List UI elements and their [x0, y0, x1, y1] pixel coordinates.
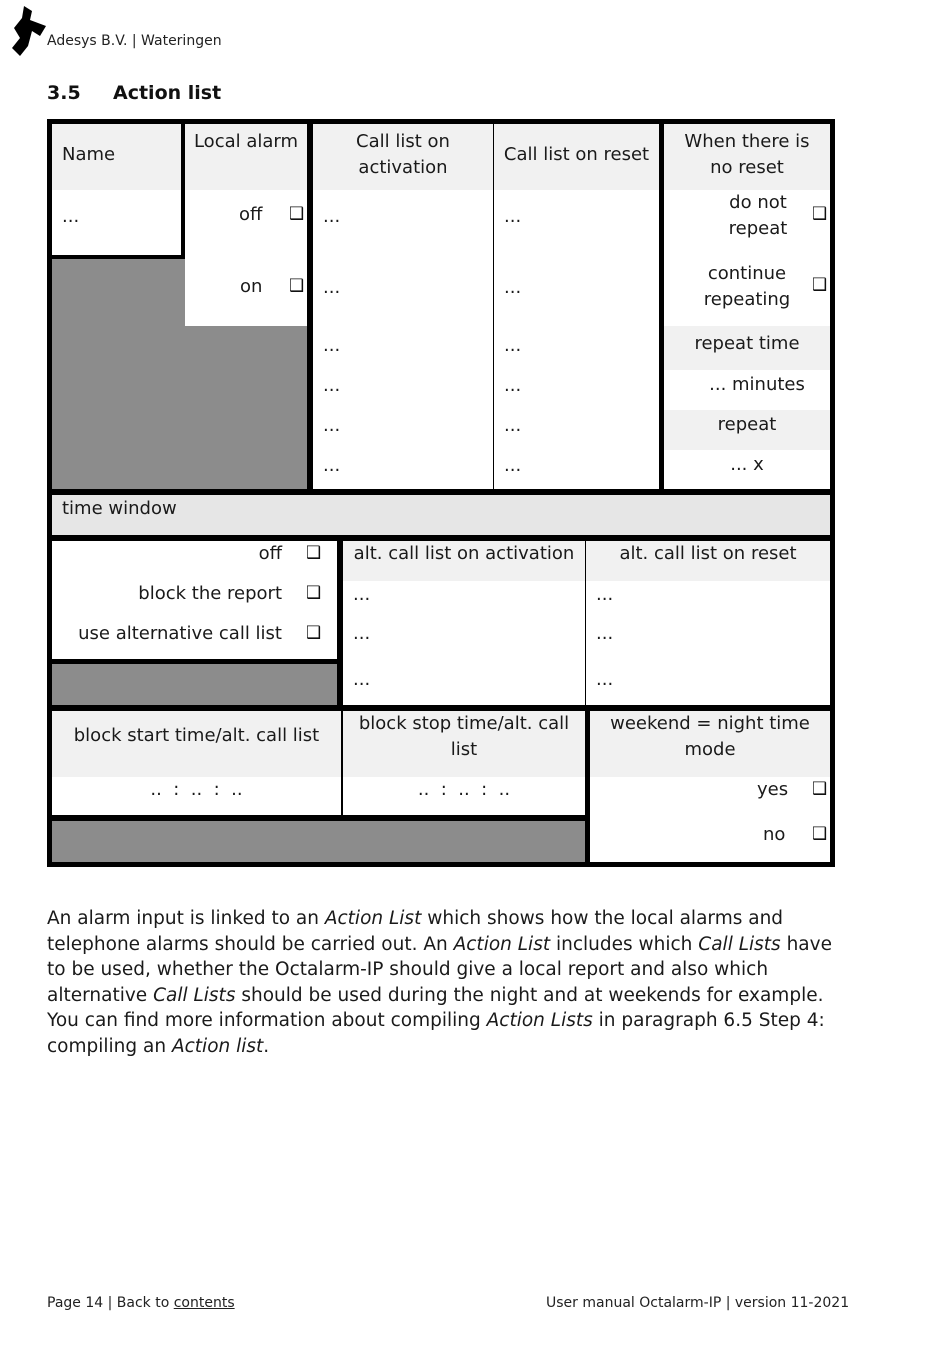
block-start-field[interactable]	[52, 777, 341, 815]
paragraph-text: have to be used, whether the Octalarm-IP should give a local report and also which alternative	[47, 933, 832, 1006]
alt-activation-value: ...	[353, 584, 371, 605]
alt-activation-header: alt. call list on activation	[353, 543, 575, 564]
repeat-times-value: ... x	[730, 454, 764, 475]
footer-page	[47, 1295, 235, 1311]
footer-page-text: Page 14 | Back to	[47, 1295, 174, 1311]
tw-block-report-label: block the report	[138, 583, 282, 604]
do-not-repeat-checkbox[interactable]: ❑	[812, 204, 828, 224]
paragraph-emphasis: Call Lists	[698, 933, 781, 955]
footer-manual: User manual Octalarm-IP | version 11-2021	[546, 1295, 850, 1311]
paragraph-emphasis: Action Lists	[486, 1010, 593, 1032]
repeat-label-cell	[664, 410, 830, 450]
do-not-repeat-label: do not repeat	[728, 192, 788, 239]
alt-reset-header-cell	[586, 541, 830, 581]
paragraph-text: .	[263, 1035, 270, 1057]
activation-value: ...	[323, 375, 341, 396]
alt-activation-value: ...	[353, 623, 371, 644]
weekend-yes-label: yes	[757, 779, 789, 800]
activation-value: ...	[323, 206, 341, 227]
time-window-title: time window	[62, 498, 177, 519]
alt-activation-value: ...	[353, 669, 371, 690]
block-start-value: .. : .. : ..	[150, 779, 243, 800]
activation-value: ...	[323, 335, 341, 356]
name-field[interactable]	[52, 190, 181, 255]
local-alarm-header-cell	[185, 124, 307, 190]
reset-value: ...	[504, 375, 522, 396]
local-alarm-off-label: off	[239, 204, 263, 225]
paragraph-text: An alarm input is linked to an	[47, 908, 325, 929]
paragraph-emphasis: Call Lists	[153, 984, 236, 1006]
time-window-band	[52, 495, 830, 535]
weekend-no-label: no	[763, 824, 786, 845]
adesys-logo	[12, 6, 46, 56]
action-list-form	[47, 119, 835, 867]
weekend-no-checkbox[interactable]: ❑	[812, 824, 828, 844]
alt-activation-header-cell	[343, 541, 585, 581]
paragraph-emphasis: Action List	[324, 908, 422, 929]
section-title: Action list	[113, 82, 222, 104]
section-number: 3.5	[47, 82, 81, 104]
repeat-time-label-cell	[664, 326, 830, 370]
local-alarm-off-checkbox[interactable]: ❑	[289, 204, 305, 224]
no-reset-header: When there is no reset	[684, 131, 810, 178]
reset-value: ...	[504, 455, 522, 476]
weekend-options	[590, 777, 830, 862]
reset-value: ...	[504, 206, 522, 227]
block-start-header-cell	[52, 711, 341, 777]
activation-value: ...	[323, 277, 341, 298]
paragraph-emphasis: Action List	[453, 933, 551, 955]
alt-reset-values[interactable]	[586, 581, 830, 705]
tw-off-checkbox[interactable]: ❑	[306, 543, 322, 563]
tw-use-alt-checkbox[interactable]: ❑	[306, 623, 322, 643]
local-alarm-on-checkbox[interactable]: ❑	[289, 276, 305, 296]
reset-value: ...	[504, 335, 522, 356]
local-alarm-options	[185, 190, 307, 326]
paragraph-text: which shows how the local alarms and telephone alarms should be carried out. An	[47, 908, 784, 955]
paragraph-text: includes which	[550, 933, 699, 955]
name-header-cell	[52, 124, 181, 190]
weekend-yes-checkbox[interactable]: ❑	[812, 779, 828, 799]
alt-reset-value: ...	[596, 584, 614, 605]
continue-repeating-label: continue repeating	[703, 263, 791, 310]
call-list-activation-header-cell	[313, 124, 493, 190]
repeat-minutes-field[interactable]	[664, 370, 830, 410]
repeat-minutes-value: ... minutes	[709, 374, 805, 395]
block-stop-header: block stop time/alt. call list	[358, 713, 570, 760]
block-stop-field[interactable]	[343, 777, 585, 815]
activation-value: ...	[323, 455, 341, 476]
reset-value: ...	[504, 277, 522, 298]
alt-activation-values[interactable]	[343, 581, 585, 705]
paragraph-text: in paragraph 6.5 Step 4: compiling an	[47, 1010, 825, 1057]
repeat-time-label: repeat time	[694, 333, 800, 354]
call-list-reset-header-cell	[494, 124, 659, 190]
call-list-activation-values[interactable]	[313, 190, 493, 489]
block-start-header: block start time/alt. call list	[73, 725, 320, 746]
no-reset-header-cell	[664, 124, 830, 190]
name-value: ...	[62, 206, 80, 227]
no-reset-options	[664, 190, 830, 326]
description-paragraph	[47, 906, 847, 1060]
paragraph-emphasis: Action list	[171, 1035, 264, 1057]
call-list-reset-header: Call list on reset	[503, 144, 650, 165]
local-alarm-on-label: on	[240, 276, 263, 297]
time-window-options	[52, 541, 337, 659]
call-list-activation-header: Call list on activation	[356, 131, 450, 178]
tw-off-label: off	[258, 543, 282, 564]
repeat-times-field[interactable]	[664, 450, 830, 489]
alt-reset-value: ...	[596, 623, 614, 644]
weekend-header-cell	[590, 711, 830, 777]
activation-value: ...	[323, 415, 341, 436]
reset-value: ...	[504, 415, 522, 436]
tw-use-alt-label: use alternative call list	[78, 623, 282, 644]
unused-area-3	[52, 821, 585, 862]
paragraph-text: should be used during the night and at weekends for example. You can find more information about compiling	[47, 984, 824, 1032]
call-list-reset-values[interactable]	[494, 190, 659, 489]
unused-area-2	[52, 664, 337, 705]
continue-repeating-checkbox[interactable]: ❑	[812, 275, 828, 295]
name-header: Name	[62, 144, 116, 165]
alt-reset-header: alt. call list on reset	[619, 543, 797, 564]
company-name: Adesys B.V. | Wateringen	[47, 33, 222, 49]
weekend-header: weekend = night time mode	[610, 713, 810, 760]
contents-link[interactable]: contents	[173, 1295, 235, 1311]
tw-block-report-checkbox[interactable]: ❑	[306, 583, 322, 603]
block-stop-header-cell	[343, 711, 585, 777]
local-alarm-header: Local alarm	[193, 131, 299, 152]
alt-reset-value: ...	[596, 669, 614, 690]
block-stop-value: .. : .. : ..	[417, 779, 511, 800]
repeat-label: repeat	[717, 414, 777, 435]
